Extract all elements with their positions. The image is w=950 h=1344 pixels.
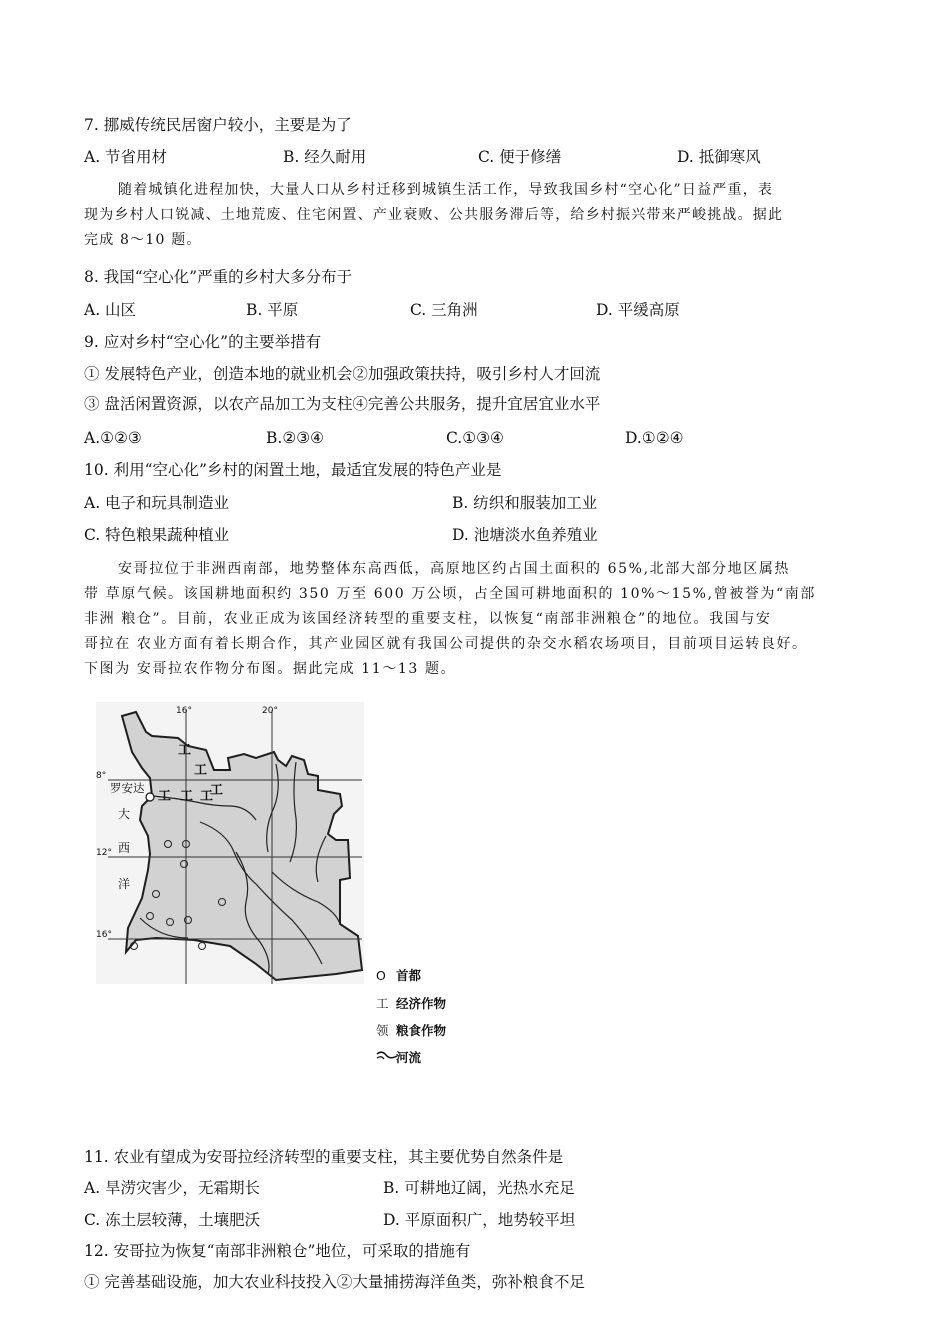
lon-label-20: 20° (262, 706, 278, 716)
q9-option-c: C.①③④ (446, 429, 504, 447)
grain-crop-legend-icon: 领 (376, 1023, 389, 1038)
q8-option-a: A. 山区 (84, 301, 137, 319)
economic-crop-icon: 工 (194, 763, 208, 778)
passage-2-line: 下图为 安哥拉农作物分布图。据此完成 11～13 题。 (84, 661, 457, 677)
q8-option-d: D. 平缓高原 (596, 301, 680, 319)
q7-option-c: C. 便于修缮 (478, 148, 562, 166)
legend-economic-crop (376, 994, 446, 1012)
q7-option-a: A. 节省用材 (84, 148, 168, 166)
q10-option-d: D. 池塘淡水鱼养殖业 (452, 526, 598, 544)
q9-option-d: D.①②④ (625, 429, 684, 447)
q9-option-b: B.②③④ (266, 429, 325, 447)
q8-stem: 8. 我国“空心化”严重的乡村大多分布于 (84, 268, 353, 286)
grain-crop-icon (199, 943, 206, 950)
q11-option-d: D. 平原面积广，地势较平坦 (383, 1211, 576, 1229)
q8-option-c: C. 三角洲 (410, 301, 478, 319)
legend-label: 粮食作物 (396, 1023, 447, 1038)
q9-item: ① 发展特色产业，创造本地的就业机会②加强政策扶持，吸引乡村人才回流 (84, 365, 601, 383)
economic-crop-icon: 工 (210, 783, 224, 798)
economic-crop-legend-icon: 工 (376, 996, 389, 1011)
passage-1-line: 现为乡村人口锐减、土地荒废、住宅闲置、产业衰败、公共服务滞后等，给乡村振兴带来严峻挑战。据此 (84, 207, 784, 223)
q9-item: ③ 盘活闲置资源，以农产品加工为支柱④完善公共服务，提升宜居宜业水平 (84, 395, 601, 413)
q8-option-b: B. 平原 (246, 301, 299, 319)
capital-icon (146, 793, 154, 801)
q10-stem: 10. 利用“空心化”乡村的闲置土地，最适宜发展的特色产业是 (84, 461, 502, 479)
q11-option-b: B. 可耕地辽阔，光热水充足 (383, 1179, 575, 1197)
passage-1 (84, 178, 874, 253)
q10-option-b: B. 纺织和服装加工业 (452, 494, 598, 512)
legend-river (376, 1048, 421, 1066)
passage-2-line: 安哥拉位于非洲西南部，地势整体东高西低，高原地区约占国土面积的 65%,北部大部分地区属热 (118, 561, 791, 577)
economic-crop-icon: 工 (180, 789, 194, 804)
capital-legend-icon: O (376, 968, 386, 983)
q11-stem: 11. 农业有望成为安哥拉经济转型的重要支柱，其主要优势自然条件是 (84, 1148, 564, 1166)
lon-label-16: 16° (176, 706, 192, 716)
lat-label-12: 12° (96, 848, 112, 858)
economic-crop-icon: 工 (158, 789, 172, 804)
lat-label-16: 16° (96, 930, 112, 940)
q10-option-c: C. 特色粮果蔬种植业 (84, 526, 230, 544)
river-legend-icon (376, 1050, 396, 1065)
passage-2 (84, 557, 874, 682)
passage-2-line: 非洲 粮仓”。目前，农业正成为该国经济转型的重要支柱，以恢复“南部非洲粮仓”的地位。我国与安 (84, 611, 772, 627)
q12-item: ① 完善基础设施，加大农业科技投入②大量捕捞海洋鱼类，弥补粮食不足 (84, 1273, 585, 1291)
angola-shape (122, 712, 362, 980)
q11-option-c: C. 冻土层较薄，土壤肥沃 (84, 1211, 261, 1229)
capital-label: 罗安达 (110, 781, 145, 795)
economic-crop-icon: 工 (178, 743, 192, 758)
legend-capital (376, 966, 421, 984)
angola-crop-map (96, 702, 364, 984)
passage-1-line: 随着城镇化进程加快，大量人口从乡村迁移到城镇生活工作，导致我国乡村“空心化”日益严重，表 (118, 182, 774, 198)
q7-option-b: B. 经久耐用 (283, 148, 367, 166)
passage-2-line: 带 草原气候。该国耕地面积约 350 万至 600 万公顷，占全国可耕地面积的 10%～15%,曾被誉为“南部 (84, 586, 816, 602)
q12-stem: 12. 安哥拉为恢复“南部非洲粮仓”地位，可采取的措施有 (84, 1242, 471, 1260)
legend-label: 经济作物 (396, 996, 447, 1011)
q7-stem: 7. 挪威传统民居窗户较小，主要是为了 (84, 116, 352, 134)
legend-grain-crop (376, 1021, 446, 1039)
q9-stem: 9. 应对乡村“空心化”的主要举措有 (84, 333, 322, 351)
passage-1-line: 完成 8～10 题。 (84, 232, 202, 248)
economic-crop-icon: 工 (200, 789, 214, 804)
lat-label-8: 8° (96, 771, 107, 781)
ocean-label-1: 大 (118, 807, 131, 821)
legend-label: 首都 (396, 968, 422, 983)
ocean-label-2: 西 (118, 841, 131, 855)
q10-option-a: A. 电子和玩具制造业 (84, 494, 230, 512)
legend-label: 河流 (396, 1050, 422, 1065)
q7-option-d: D. 抵御寒风 (677, 148, 761, 166)
passage-2-line: 哥拉在 农业方面有着长期合作，其产业园区就有我国公司提供的杂交水稻农场项目，目前项目运转良好。 (84, 636, 808, 652)
ocean-label-3: 洋 (118, 877, 131, 891)
q9-option-a: A.①②③ (84, 429, 142, 447)
q11-option-a: A. 旱涝灾害少，无霜期长 (84, 1179, 261, 1197)
